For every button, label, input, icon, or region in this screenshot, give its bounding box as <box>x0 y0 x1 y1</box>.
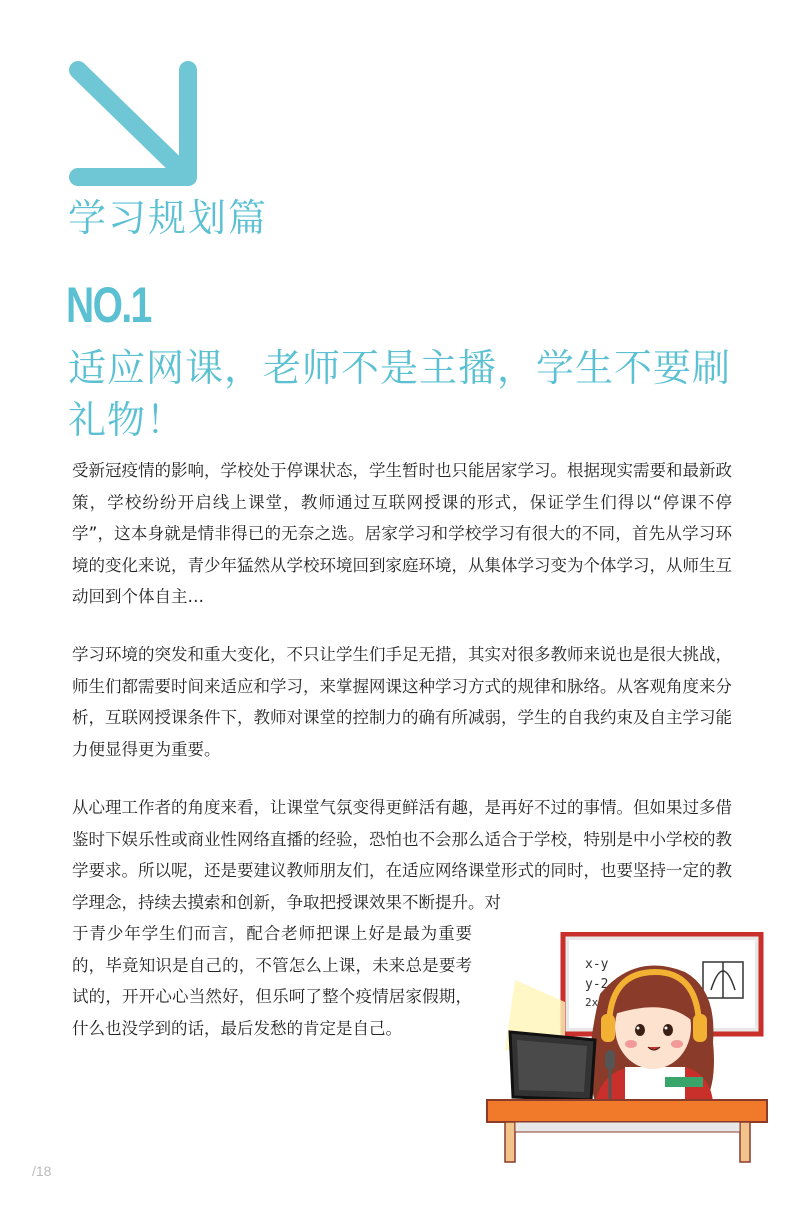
paragraph-3: 从心理工作者的角度来看，让课堂气氛变得更鲜活有趣，是再好不过的事情。但如果过多借鉴时下娱乐性或商业性网络直播的经验，恐怕也不会那么适合于学校，特别是中小学校的教学要求。所以呢，还是要建议教师朋友们，在适应网络课堂形式的同时，也要坚持一定的教学理念，持续去摸索和创新，争取把授课效果不断提升。对 <box>72 798 732 912</box>
page-number: /18 <box>32 1163 52 1179</box>
board-formula-2: y-2 <box>585 977 609 992</box>
paragraph-2: 学习环境的突发和重大变化，不只让学生们手足无措，其实对很多教师来说也是很大挑战，师生们都需要时间来适应和学习，来掌握网课这种学习方式的规律和脉络。从客观角度来分析，互联网授课条件下，教师对课堂的控制力的确有所减弱，学生的自我约束及自主学习能力便显得更为重要。 <box>72 645 732 759</box>
section-title: 学习规划篇 <box>68 196 269 240</box>
paragraph-1: 受新冠疫情的影响，学校处于停课状态，学生暂时也只能居家学习。根据现实需要和最新政策，学校纷纷开启线上课堂，教师通过互联网授课的形式，保证学生们得以“停课不停学”，这本身就是情非得已的无奈之选。居家学习和学校学习有很大的不同，首先从学习环境的变化来说，青少年猛然从学校环境回到家庭环境，从集体学习变为个体学习，从师生互动回到个体自主… <box>72 461 732 606</box>
board-formula-3: 2x <box>585 996 599 1009</box>
article-headline: 适应网课，老师不是主播，学生不要刷礼物！ <box>68 346 732 442</box>
student-online-class-illustration <box>485 932 770 1167</box>
laptop-icon <box>510 1032 595 1100</box>
section-number: NO.1 <box>66 277 151 333</box>
arrow-down-right-icon <box>60 55 210 195</box>
board-formula-1: x-y <box>585 957 609 972</box>
paragraph-3-continued: 于青少年学生们而言，配合老师把课上好是最为重要的，毕竟知识是自己的，不管怎么上课，未来总是要考试的，开开心心当然好，但乐呵了整个疫情居家假期，什么也没学到的话，最后发愁的肯定是自己。 <box>72 924 472 1038</box>
